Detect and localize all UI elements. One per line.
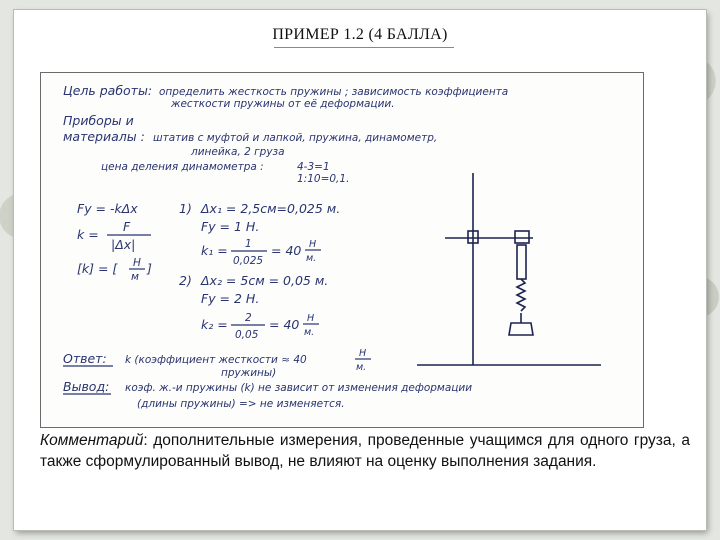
answer-label: Ответ: bbox=[63, 351, 107, 366]
measurement-1-unit-den: м. bbox=[306, 253, 317, 264]
comment-text: : дополнительные измерения, проведенные учащимся для одного груза, а также сформулированный вывод, не влияют на оценку выполнения задания. bbox=[40, 432, 690, 470]
tools-line-2: линейка, 2 груза bbox=[191, 146, 285, 158]
measurement-2-k-rhs: = 40 bbox=[269, 317, 300, 332]
conclusion-line-1: коэф. ж.-и пружины (k) не зависит от изменения деформации bbox=[125, 382, 473, 394]
division-label: цена деления динамометра : bbox=[101, 161, 264, 173]
answer-unit-num: H bbox=[359, 348, 367, 359]
formula-fy: Fy = -kΔx bbox=[77, 201, 138, 216]
tools-label-2: материалы : bbox=[63, 129, 145, 144]
division-calc-2: 1:10=0,1. bbox=[297, 173, 350, 185]
conclusion-line-2: (длины пружины) => не изменяется. bbox=[137, 398, 345, 410]
measurement-1-fy: Fy = 1 H. bbox=[201, 219, 260, 234]
formula-k-lhs: k = bbox=[77, 227, 99, 242]
scan-canvas bbox=[41, 73, 643, 427]
clamp-jaw bbox=[515, 231, 529, 243]
units-den: м bbox=[131, 271, 139, 283]
formula-k-num: F bbox=[123, 219, 131, 234]
measurement-2-fy: Fy = 2 H. bbox=[201, 291, 260, 306]
measurement-1-k-lhs: k₁ = bbox=[201, 243, 228, 258]
goal-line-1: определить жесткость пружины ; зависимость коэффициента bbox=[159, 86, 509, 98]
measurement-2-dx: Δx₂ = 5см = 0,05 м. bbox=[201, 273, 329, 288]
goal-label: Цель работы: bbox=[63, 83, 153, 98]
weight bbox=[509, 323, 533, 335]
units-lhs: [k] = [ bbox=[77, 261, 118, 276]
comment-lead: Комментарий bbox=[40, 432, 144, 449]
formula-k-den: |Δx| bbox=[111, 237, 136, 252]
measurement-2-number: 2) bbox=[179, 273, 192, 288]
conclusion-label: Вывод: bbox=[63, 379, 110, 394]
dynamometer-body bbox=[517, 245, 526, 279]
measurement-1-k-rhs: = 40 bbox=[271, 243, 302, 258]
spring bbox=[517, 279, 525, 311]
answer-line-2: пружины) bbox=[221, 367, 277, 379]
measurement-1-unit-num: H bbox=[309, 239, 317, 250]
title-underline bbox=[274, 47, 454, 48]
answer-unit-den: м. bbox=[356, 362, 367, 373]
units-num: H bbox=[133, 257, 141, 269]
answer-line-1: k (коэффициент жесткости ≈ 40 bbox=[125, 354, 307, 366]
handwritten-scan bbox=[40, 72, 644, 428]
measurement-1-k-den: 0,025 bbox=[233, 255, 264, 267]
division-calc-1: 4-3=1 bbox=[297, 161, 330, 173]
goal-line-2: жесткости пружины от её деформации. bbox=[171, 98, 395, 110]
slide-title: ПРИМЕР 1.2 (4 БАЛЛА) bbox=[272, 26, 448, 43]
tools-line-1: штатив с муфтой и лапкой, пружина, динамометр, bbox=[153, 132, 438, 144]
measurement-1-dx: Δx₁ = 2,5см=0,025 м. bbox=[201, 201, 341, 216]
measurement-1-k-num: 1 bbox=[245, 238, 252, 250]
tools-label-1: Приборы и bbox=[63, 113, 134, 128]
comment-paragraph bbox=[40, 430, 690, 472]
measurement-2-k-den: 0,05 bbox=[235, 329, 259, 341]
measurement-2-unit-den: м. bbox=[304, 327, 315, 338]
units-rhs: ] bbox=[147, 261, 152, 276]
measurement-2-k-lhs: k₂ = bbox=[201, 317, 228, 332]
stand-sketch bbox=[417, 173, 601, 365]
measurement-1-number: 1) bbox=[179, 201, 192, 216]
slide bbox=[14, 10, 706, 530]
measurement-2-k-num: 2 bbox=[245, 312, 252, 324]
measurement-2-unit-num: H bbox=[307, 313, 315, 324]
